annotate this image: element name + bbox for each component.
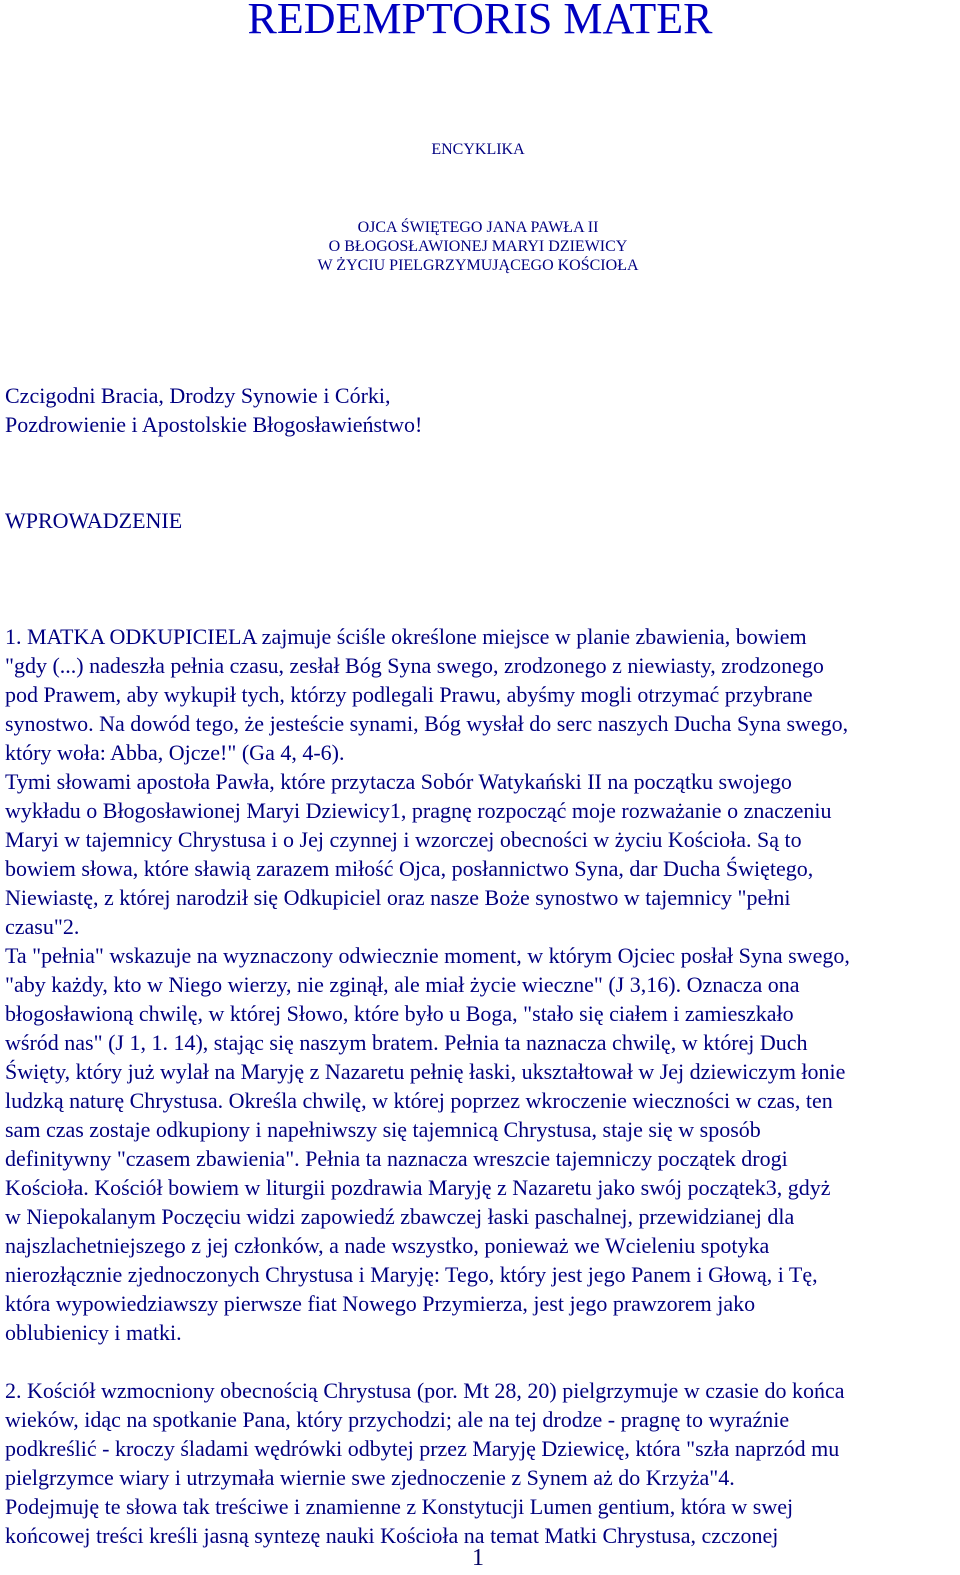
document-label: ENCYKLIKA	[431, 141, 525, 158]
paragraph-1	[5, 622, 955, 1347]
text-line: definitywny "czasem zbawienia". Pełnia ta naznacza wreszcie tajemniczy początek drogi	[5, 1146, 788, 1171]
greeting	[5, 381, 422, 439]
text-line: który woła: Abba, Ojcze!" (Ga 4, 4-6).	[5, 740, 345, 765]
text-line: pielgrzymce wiary i utrzymała wiernie swe zjednoczenie z Synem aż do Krzyża"4.	[5, 1465, 735, 1490]
text-line: "aby każdy, kto w Niego wierzy, nie zginął, ale miał życie wieczne" (J 3,16). Oznacza ona	[5, 972, 800, 997]
page-number: 1	[472, 1545, 484, 1571]
text-line: sam czas zostaje odkupiony i napełniwszy się tajemnicą Chrystusa, staje się w sposób	[5, 1117, 761, 1142]
text-line: bowiem słowa, które sławią zarazem miłość Ojca, posłannictwo Syna, dar Ducha Świętego,	[5, 856, 814, 881]
text-line: która wypowiedziawszy pierwsze fiat Nowego Przymierza, jest jego prawzorem jako	[5, 1291, 756, 1316]
text-line: Maryi w tajemnicy Chrystusa i o Jej czynnej i wzorczej obecności w życiu Kościoła. Są to	[5, 827, 802, 852]
greeting-line: Czcigodni Bracia, Drodzy Synowie i Córki,	[5, 383, 391, 408]
text-line: czasu"2.	[5, 914, 80, 939]
subtitle-line: OJCA ŚWIĘTEGO JANA PAWŁA II	[357, 219, 599, 236]
text-line: ludzką naturę Chrystusa. Określa chwilę, w której poprzez wkroczenie wieczności w czas, ten	[5, 1088, 833, 1113]
text-line: "gdy (...) nadeszła pełnia czasu, zesłał Bóg Syna swego, zrodzonego z niewiasty, zrodzonego	[5, 653, 824, 678]
text-line: 1. MATKA ODKUPICIELA zajmuje ściśle określone miejsce w planie zbawienia, bowiem	[5, 624, 807, 649]
text-line: najszlachetniejszego z jej członków, a nade wszystko, ponieważ we Wcieleniu spotyka	[5, 1233, 770, 1258]
text-line: Podejmuję te słowa tak treściwe i znamienne z Konstytucji Lumen gentium, która w swej	[5, 1494, 794, 1519]
document-title: REDEMPTORIS MATER	[247, 0, 713, 43]
text-line: wśród nas" (J 1, 1. 14), stając się naszym bratem. Pełnia ta naznacza chwilę, w której Duch	[5, 1030, 808, 1055]
text-line: Tymi słowami apostoła Pawła, które przytacza Sobór Watykański II na początku swojego	[5, 769, 792, 794]
subtitle-line: O BŁOGOSŁAWIONEJ MARYI DZIEWICY	[328, 238, 628, 255]
text-line: wieków, idąc na spotkanie Pana, który przychodzi; ale na tej drodze - pragnę to wyraźnie	[5, 1407, 790, 1432]
text-line: Ta "pełnia" wskazuje na wyznaczony odwiecznie moment, w którym Ojciec posłał Syna swego,	[5, 943, 850, 968]
text-line: wykładu o Błogosławionej Maryi Dziewicy1, pragnę rozpocząć moje rozważanie o znaczeniu	[5, 798, 832, 823]
document-subtitle	[0, 218, 956, 275]
text-line: końcowej treści kreśli jasną syntezę nauki Kościoła na temat Matki Chrystusa, czczonej	[5, 1523, 779, 1548]
paragraph-2	[5, 1376, 955, 1550]
text-line: oblubienicy i matki.	[5, 1320, 182, 1345]
text-line: Niewiastę, z której narodził się Odkupiciel oraz nasze Boże synostwo w tajemnicy "pełni	[5, 885, 791, 910]
section-heading: WPROWADZENIE	[5, 508, 183, 533]
text-line: synostwo. Na dowód tego, że jesteście synami, Bóg wysłał do serc naszych Ducha Syna swego,	[5, 711, 849, 736]
text-line: Święty, który już wylał na Maryję z Nazaretu pełnię łaski, ukształtował w Jej dziewiczym łonie	[5, 1059, 846, 1084]
text-line: nierozłącznie zjednoczonych Chrystusa i Maryję: Tego, który jest jego Panem i Głową, i Tę,	[5, 1262, 818, 1287]
text-line: w Niepokalanym Poczęciu widzi zapowiedź zbawczej łaski paschalnej, przewidzianej dla	[5, 1204, 795, 1229]
greeting-line: Pozdrowienie i Apostolskie Błogosławieństwo!	[5, 412, 423, 437]
text-line: 2. Kościół wzmocniony obecnością Chrystusa (por. Mt 28, 20) pielgrzymuje w czasie do końca	[5, 1378, 845, 1403]
text-line: podkreślić - kroczy śladami wędrówki odbytej przez Maryję Dziewicę, która "szła naprzód mu	[5, 1436, 840, 1461]
text-line: Kościoła. Kościół bowiem w liturgii pozdrawia Maryję z Nazaretu jako swój początek3, gdyż	[5, 1175, 831, 1200]
text-line: błogosławioną chwilę, w której Słowo, które było u Boga, "stało się ciałem i zamieszkało	[5, 1001, 794, 1026]
subtitle-line: W ŻYCIU PIELGRZYMUJĄCEGO KOŚCIOŁA	[317, 257, 639, 274]
text-line: pod Prawem, aby wykupił tych, którzy podlegali Prawu, abyśmy mogli otrzymać przybrane	[5, 682, 813, 707]
